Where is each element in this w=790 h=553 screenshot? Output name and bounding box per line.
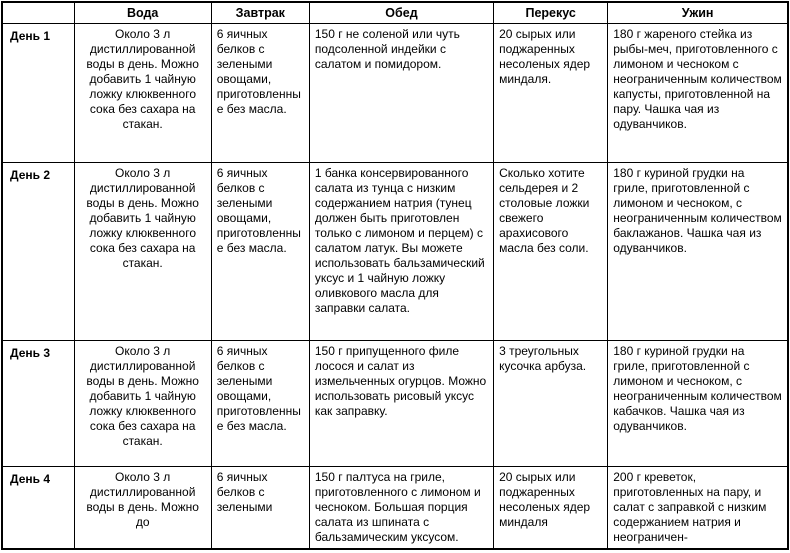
breakfast-cell: 6 яичных белков с зелеными овощами, приготовленные без масла.	[211, 341, 309, 467]
lunch-cell: 150 г не соленой или чуть подсоленной индейки с салатом и помидором.	[309, 24, 493, 163]
lunch-cell: 150 г палтуса на гриле, приготовленного с лимоном и чесноком. Большая порция салата из шпината с бальзамическим уксусом.	[309, 467, 493, 550]
table-row-day-1	[2, 24, 788, 163]
snack-cell: Сколько хотите сельдерея и 2 столовые ложки свежего арахисового масла без соли.	[494, 163, 608, 341]
table-row-day-2	[2, 163, 788, 341]
water-cell: Около 3 л дистиллированной воды в день. Можно добавить 1 чайную ложку клюквенного сока без сахара на стакан.	[74, 163, 211, 341]
table-row-day-3	[2, 341, 788, 467]
dinner-cell: 200 г креветок, приготовленных на пару, и салат с заправкой с низким содержанием натрия и неограничен-	[608, 467, 788, 550]
header-dinner: Ужин	[608, 2, 788, 24]
day-label: День 3	[2, 341, 74, 467]
snack-cell: 20 сырых или поджаренных несоленых ядер миндаля.	[494, 24, 608, 163]
breakfast-cell: 6 яичных белков с зелеными овощами, приготовленные без масла.	[211, 24, 309, 163]
snack-cell: 20 сырых или поджаренных несоленых ядер миндаля	[494, 467, 608, 550]
snack-cell: 3 треугольных кусочка арбуза.	[494, 341, 608, 467]
header-row	[2, 2, 788, 24]
water-cell: Около 3 л дистиллированной воды в день. Можно до	[74, 467, 211, 550]
header-breakfast: Завтрак	[211, 2, 309, 24]
header-day-empty	[2, 2, 74, 24]
table-row-day-4	[2, 467, 788, 550]
water-cell: Около 3 л дистиллированной воды в день. Можно добавить 1 чайную ложку клюквенного сока без сахара на стакан.	[74, 341, 211, 467]
day-label: День 2	[2, 163, 74, 341]
dinner-cell: 180 г куриной грудки на гриле, приготовленной с лимоном и чесноком, с неограниченным количеством баклажанов. Чашка чая из одуванчиков.	[608, 163, 788, 341]
breakfast-cell: 6 яичных белков с зелеными	[211, 467, 309, 550]
header-snack: Перекус	[494, 2, 608, 24]
dinner-cell: 180 г жареного стейка из рыбы-меч, приготовленного с лимоном и чесноком с неограниченным количеством капусты, приготовленной на пару. Чашка чая из одуванчиков.	[608, 24, 788, 163]
header-lunch: Обед	[309, 2, 493, 24]
breakfast-cell: 6 яичных белков с зелеными овощами, приготовленные без масла.	[211, 163, 309, 341]
water-cell: Около 3 л дистиллированной воды в день. Можно добавить 1 чайную ложку клюквенного сока без сахара на стакан.	[74, 24, 211, 163]
meal-plan-table	[1, 1, 789, 550]
day-label: День 4	[2, 467, 74, 550]
dinner-cell: 180 г куриной грудки на гриле, приготовленной с лимоном и чесноком, с неограниченным количеством кабачков. Чашка чая из одуванчиков.	[608, 341, 788, 467]
day-label: День 1	[2, 24, 74, 163]
header-water: Вода	[74, 2, 211, 24]
lunch-cell: 1 банка консервированного салата из тунца с низким содержанием натрия (тунец должен быть приготовлен только с лимоном и перцем) с салатом латук. Вы можете использовать бальзамический уксус и 1 чайную ложку оливкового масла для заправки салата.	[309, 163, 493, 341]
lunch-cell: 150 г припущенного филе лосося и салат из измельченных огурцов. Можно использовать рисовый уксус как заправку.	[309, 341, 493, 467]
